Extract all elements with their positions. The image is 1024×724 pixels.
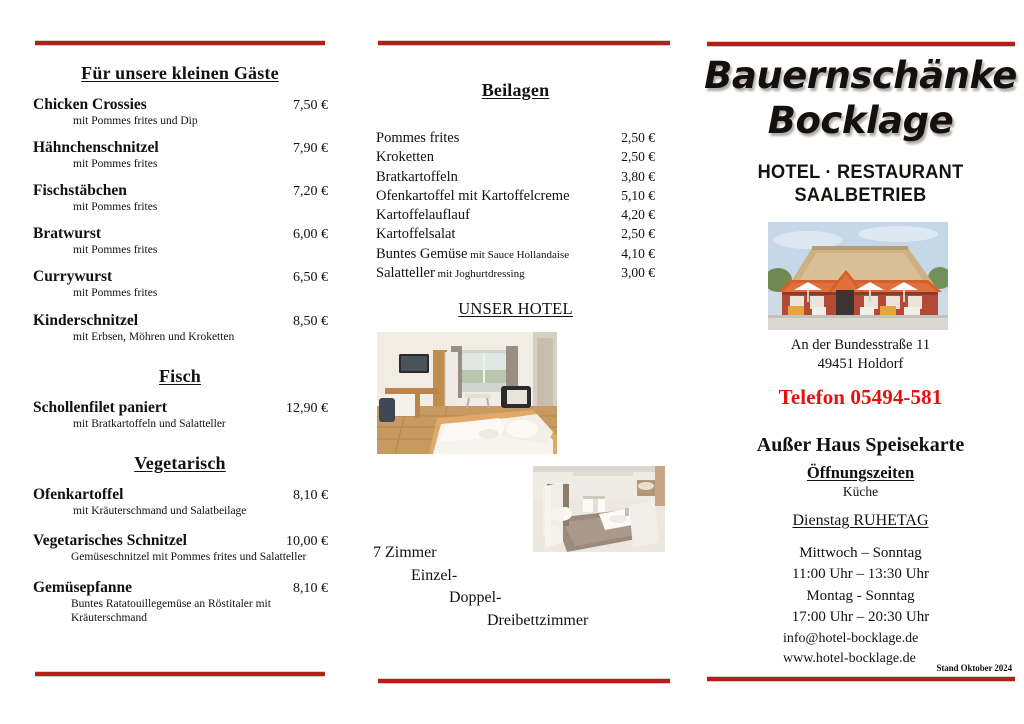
menu-item-price: 7,90 €	[293, 141, 328, 156]
room-types-list	[373, 542, 673, 633]
section-heading-vegetarian: Vegetarisch	[134, 453, 226, 473]
rule-bottom-left	[35, 671, 325, 676]
menu-item-name: Gemüsepfanne	[33, 579, 133, 596]
menu-item	[33, 486, 328, 519]
menu-item-desc: mit Kräuterschmand und Salatbeilage	[73, 505, 247, 517]
menu-item-name: Hähnchenschnitzel	[33, 139, 159, 156]
section-heading-sides: Beilagen	[481, 80, 550, 100]
menu-item	[33, 532, 328, 565]
section-heading-fish: Fisch	[158, 366, 201, 386]
side-name: Salatteller mit Joghurtdressing	[376, 264, 525, 281]
menu-item	[33, 579, 328, 626]
side-row	[376, 206, 655, 225]
restaurant-building-image	[768, 222, 948, 330]
menu-item-price: 12,90 €	[286, 401, 328, 416]
rest-day-notice: Dienstag RUHETAG	[792, 512, 929, 529]
room-type: Doppel-	[449, 589, 502, 607]
opening-hours-line: Montag - Sonntag	[806, 587, 915, 604]
menu-item	[33, 399, 328, 432]
menu-item	[33, 96, 328, 129]
opening-hours-line: 11:00 Uhr – 13:30 Uhr	[792, 566, 929, 583]
side-name: Bratkartoffeln	[376, 168, 458, 185]
side-price: 4,10 €	[621, 245, 655, 261]
side-price: 2,50 €	[621, 149, 655, 165]
menu-item-name: Fischstäbchen	[33, 182, 127, 199]
side-price: 4,20 €	[621, 207, 655, 223]
menu-item-name: Bratwurst	[33, 225, 102, 242]
menu-item-desc: mit Erbsen, Möhren und Kroketten	[73, 331, 235, 343]
menu-item-name: Currywurst	[33, 268, 113, 285]
phone-number[interactable]: Telefon 05494-581	[778, 385, 943, 409]
hotel-room-image	[377, 332, 557, 454]
side-row	[376, 264, 655, 283]
revision-note: Stand Oktober 2024	[936, 663, 1012, 673]
takeaway-title: Außer Haus Speisekarte	[756, 434, 965, 456]
menu-item-price: 8,50 €	[293, 314, 328, 329]
menu-item-desc: mit Pommes frites und Dip	[73, 115, 198, 127]
menu-item	[33, 312, 328, 345]
menu-item-desc: mit Bratkartoffeln und Salatteller	[73, 418, 226, 430]
menu-item-desc: Buntes Ratatouillegemüse an Röstitaler mit Kräuterschmand	[71, 598, 271, 624]
menu-item-name: Ofenkartoffel	[33, 486, 124, 503]
room-type: Dreibettzimmer	[487, 612, 589, 630]
menu-item	[33, 182, 328, 215]
hotel-bathroom-photo	[533, 466, 665, 552]
menu-item-price: 7,20 €	[293, 184, 328, 199]
menu-item-name: Schollenfilet paniert	[33, 399, 167, 416]
menu-item-name: Vegetarisches Schnitzel	[33, 532, 187, 549]
menu-item-desc: mit Pommes frites	[73, 158, 158, 170]
brand-subtitle-line1: HOTEL · RESTAURANT	[757, 161, 964, 183]
side-row	[376, 148, 655, 167]
side-name: Pommes frites	[376, 130, 460, 146]
side-price: 3,00 €	[621, 264, 655, 280]
address-line-1: An der Bundesstraße 11	[790, 337, 931, 353]
menu-item-desc: mit Pommes frites	[73, 287, 158, 299]
website-url[interactable]: www.hotel-bocklage.de	[783, 651, 916, 667]
side-row	[376, 168, 655, 187]
kitchen-label: Küche	[842, 484, 879, 499]
address-line-2: 49451 Holdorf	[817, 356, 904, 372]
side-name: Ofenkartoffel mit Kartoffelcreme	[376, 187, 570, 204]
hotel-room-photo	[377, 332, 557, 454]
side-price: 5,10 €	[621, 187, 655, 203]
email-address[interactable]: info@hotel-bocklage.de	[783, 631, 919, 646]
side-row	[376, 129, 655, 148]
side-name: Kartoffelsalat	[376, 226, 456, 243]
brand-name-line2: Bocklage	[767, 99, 954, 142]
side-row	[376, 245, 655, 264]
side-price: 2,50 €	[621, 130, 655, 145]
side-name: Kroketten	[376, 149, 434, 166]
brand-subtitle-line2: SAALBETRIEB	[794, 184, 927, 206]
hotel-bathroom-image	[533, 466, 665, 552]
side-row	[376, 225, 655, 244]
side-price: 3,80 €	[621, 168, 655, 184]
side-name: Kartoffelauflauf	[376, 207, 470, 224]
menu-item-name: Kinderschnitzel	[33, 312, 139, 329]
rule-top-left	[35, 40, 325, 45]
rule-bottom-right	[707, 676, 1015, 681]
menu-item-price: 8,10 €	[293, 581, 328, 596]
side-row	[376, 187, 655, 206]
menu-item-price: 6,50 €	[293, 270, 328, 285]
menu-item-price: 10,00 €	[286, 534, 328, 549]
room-type: 7 Zimmer	[373, 544, 437, 561]
menu-item-desc: Gemüseschnitzel mit Pommes frites und Salatteller	[71, 551, 307, 563]
opening-hours-heading: Öffnungszeiten	[806, 463, 915, 482]
menu-item-desc: mit Pommes frites	[73, 244, 158, 256]
menu-item-price: 8,10 €	[293, 488, 328, 503]
opening-hours-lines	[703, 543, 1018, 628]
rule-top-right	[707, 41, 1015, 46]
menu-item	[33, 225, 328, 258]
menu-item-name: Chicken Crossies	[33, 96, 147, 113]
menu-item-desc: mit Pommes frites	[73, 201, 158, 213]
side-name: Buntes Gemüse mit Sauce Hollandaise	[376, 245, 570, 262]
menu-item	[33, 139, 328, 172]
rule-bottom-middle	[378, 678, 670, 683]
section-heading-hotel: UNSER HOTEL	[458, 299, 573, 318]
brand-name-line1: Bauernschänke	[704, 54, 1017, 97]
restaurant-building-photo	[768, 222, 948, 330]
opening-hours-line: 17:00 Uhr – 20:30 Uhr	[791, 608, 930, 625]
menu-item	[33, 268, 328, 301]
rule-top-middle	[378, 40, 670, 45]
side-price: 2,50 €	[621, 226, 655, 242]
section-heading-kids: Für unsere kleinen Gäste	[81, 63, 279, 83]
menu-item-price: 7,50 €	[293, 98, 328, 113]
opening-hours-line: Mittwoch – Sonntag	[799, 545, 922, 561]
room-type: Einzel-	[411, 566, 458, 584]
menu-item-price: 6,00 €	[293, 227, 328, 242]
sides-list	[376, 129, 655, 283]
